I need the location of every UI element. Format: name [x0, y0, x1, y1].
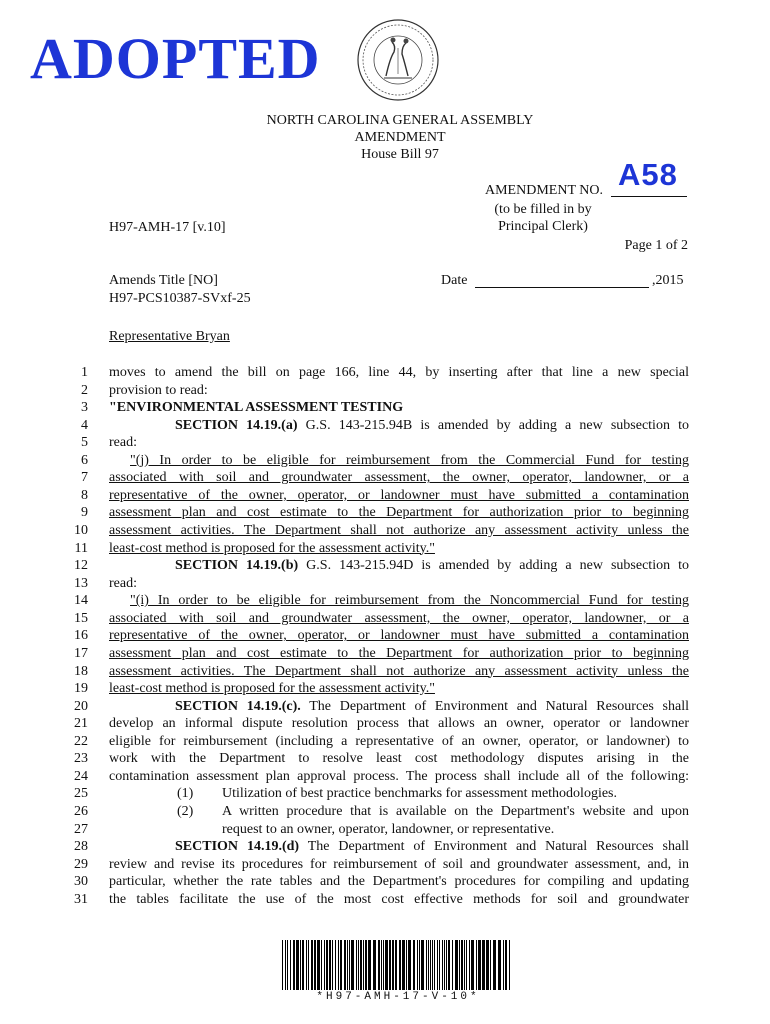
- body-line: [109, 575, 689, 592]
- line-number: 2: [81, 382, 88, 398]
- date-year: ,2015: [652, 273, 684, 288]
- body-line: [109, 627, 689, 644]
- barcode-bar: [478, 940, 481, 990]
- line-text: representative of the owner, operator, or landowner must have submitted a contamination: [109, 487, 689, 503]
- barcode-bar: [430, 940, 431, 990]
- barcode-bar: [340, 940, 342, 990]
- body-line: [109, 856, 689, 873]
- line-text: contamination assessment plan approval process. The process shall include all of the following:: [109, 768, 689, 784]
- line-number: 7: [81, 470, 88, 486]
- line-number: 10: [74, 523, 88, 539]
- barcode-bar: [306, 940, 307, 990]
- barcode-bar: [365, 940, 367, 990]
- barcode-bar: [321, 940, 322, 990]
- barcode-bar: [464, 940, 465, 990]
- pcs-code: H97-PCS10387-SVxf-25: [109, 291, 251, 306]
- body-line: [109, 399, 689, 416]
- barcode-bar: [503, 940, 504, 990]
- line-number: 11: [74, 540, 88, 556]
- body-line: [109, 715, 689, 732]
- barcode-bar: [368, 940, 371, 990]
- amendment-number: A58: [618, 157, 678, 192]
- line-number: 22: [74, 733, 88, 749]
- barcode-bar: [287, 940, 288, 990]
- line-number: 4: [81, 417, 88, 433]
- barcode-bar: [466, 940, 467, 990]
- body-line: [109, 382, 689, 399]
- line-number: 15: [74, 610, 88, 626]
- assembly-heading: NORTH CAROLINA GENERAL ASSEMBLY: [266, 113, 534, 128]
- barcode-bar: [444, 940, 445, 990]
- barcode-icon: [282, 940, 514, 990]
- barcode-bar: [378, 940, 380, 990]
- line-text: assessment plan and cost estimate to the Department for authorization prior to beginning: [109, 645, 689, 661]
- body-line: [109, 873, 689, 890]
- line-number: 30: [74, 874, 88, 890]
- line-text: particular, whether the rate tables and the Department's procedures for compiling and updating: [109, 874, 689, 890]
- line-text: The Department of Environment and Natural Resources shall: [300, 698, 689, 714]
- body-line: [175, 557, 689, 574]
- line-text: moves to amend the bill on page 166, line 44, by inserting after that line a new special: [109, 365, 689, 380]
- line-text: assessment activities. The Department shall not authorize any assessment activity unless the: [109, 523, 689, 539]
- body-line: [109, 487, 689, 504]
- body-line: [109, 891, 689, 908]
- line-text: "ENVIRONMENTAL ASSESSMENT TESTING: [109, 400, 404, 416]
- line-number: 17: [74, 645, 88, 661]
- line-number: 23: [74, 751, 88, 767]
- line-text: review and revise its procedures for reimbursement of soil and groundwater assessment, and, in: [109, 856, 689, 872]
- document-type: AMENDMENT: [354, 130, 446, 145]
- sponsor: Representative Bryan: [109, 329, 230, 344]
- line-text: assessment plan and cost estimate to the Department for authorization prior to beginning: [109, 505, 689, 521]
- barcode-bar: [469, 940, 470, 990]
- barcode-bar: [413, 940, 415, 990]
- barcode-bar: [446, 940, 447, 990]
- line-text: G.S. 143-215.94B is amended by adding a new subsection to: [297, 417, 689, 433]
- barcode-bar: [356, 940, 357, 990]
- barcode-bar: [402, 940, 405, 990]
- body-line: [109, 680, 689, 697]
- line-number: 16: [74, 628, 88, 644]
- section-heading: SECTION 14.19.(d): [175, 839, 300, 855]
- line-text: develop an informal dispute resolution process that allows an owner, operator or landowner: [109, 716, 689, 732]
- body-line: [109, 434, 689, 451]
- line-text: representative of the owner, operator, or landowner must have submitted a contamination: [109, 628, 689, 644]
- barcode-bar: [300, 940, 301, 990]
- line-text: least-cost method is proposed for the assessment activity.": [109, 681, 435, 697]
- line-text: "(j) In order to be eligible for reimbursement from the Commercial Fund for testing: [130, 452, 689, 468]
- line-number: 8: [81, 487, 88, 503]
- body-line: [109, 733, 689, 750]
- barcode-bar: [442, 940, 443, 990]
- barcode-bar: [282, 940, 283, 990]
- barcode-bar: [285, 940, 286, 990]
- barcode-bar: [395, 940, 397, 990]
- barcode-bar: [385, 940, 388, 990]
- body-line: [109, 610, 689, 627]
- barcode-bar: [399, 940, 401, 990]
- barcode-bar: [493, 940, 496, 990]
- adopted-stamp: ADOPTED: [30, 26, 321, 91]
- line-text: work with the Department to resolve least cost methodology disputes arising in the: [109, 751, 689, 767]
- date-label: Date: [441, 273, 468, 288]
- line-text: least-cost method is proposed for the assessment activity.": [109, 540, 435, 556]
- barcode-bar: [486, 940, 489, 990]
- barcode-bar: [476, 940, 477, 990]
- line-text: the tables facilitate the use of the most cost effective methods for soil and groundwater: [109, 891, 689, 907]
- line-number: 19: [74, 681, 88, 697]
- barcode-text: *H97-AMH-17-V-10*: [316, 991, 480, 1003]
- body-line: [109, 750, 689, 767]
- line-text: read:: [109, 435, 137, 451]
- barcode-bar: [439, 940, 440, 990]
- body-line: [109, 768, 689, 785]
- barcode-bar: [509, 940, 510, 990]
- line-number: 3: [81, 400, 88, 416]
- barcode-bar: [428, 940, 429, 990]
- barcode-bar: [426, 940, 427, 990]
- barcode-bar: [459, 940, 460, 990]
- barcode-bar: [326, 940, 328, 990]
- state-seal-icon: [356, 18, 440, 102]
- line-text: assessment activities. The Department shall not authorize any assessment activity unless the: [109, 663, 689, 679]
- line-number: 29: [74, 856, 88, 872]
- barcode-bar: [296, 940, 299, 990]
- amendment-code: H97-AMH-17 [v.10]: [109, 220, 226, 235]
- barcode-bar: [408, 940, 411, 990]
- line-number: 31: [74, 891, 88, 907]
- barcode-bar: [324, 940, 325, 990]
- barcode-bar: [498, 940, 501, 990]
- barcode-bar: [363, 940, 364, 990]
- fill-note-2: Principal Clerk): [498, 219, 588, 234]
- barcode-bar: [434, 940, 435, 990]
- body-line: [109, 469, 689, 486]
- line-number: 13: [74, 575, 88, 591]
- barcode-bar: [332, 940, 333, 990]
- barcode-bar: [381, 940, 382, 990]
- line-text: eligible for reimbursement (including a representative of an owner, operator, or landowner) to: [109, 733, 689, 749]
- barcode-bar: [389, 940, 391, 990]
- body-line: [175, 838, 689, 855]
- line-number: 28: [74, 839, 88, 855]
- barcode-bar: [437, 940, 438, 990]
- barcode-bar: [338, 940, 339, 990]
- amendment-number-label: AMENDMENT NO. A58: [485, 157, 678, 198]
- body-line: [175, 417, 689, 434]
- line-number: 18: [74, 663, 88, 679]
- barcode-bar: [311, 940, 313, 990]
- barcode-bar: [455, 940, 458, 990]
- body-line: [175, 698, 689, 715]
- line-number: 27: [74, 821, 88, 837]
- fill-note-1: (to be filled in by: [494, 202, 592, 217]
- body-line: [109, 645, 689, 662]
- section-heading: SECTION 14.19.(c).: [175, 698, 301, 714]
- barcode-bar: [358, 940, 359, 990]
- line-number: 26: [74, 804, 88, 819]
- list-item-text: A written procedure that is available on the Department's website and upon: [222, 804, 689, 819]
- body-line: [109, 522, 689, 539]
- barcode-bar: [448, 940, 450, 990]
- barcode-bar: [406, 940, 407, 990]
- body-line: [109, 504, 689, 521]
- body-line: [130, 592, 689, 609]
- line-number: 21: [74, 716, 88, 732]
- line-number: 9: [81, 505, 88, 521]
- line-number: 1: [81, 365, 88, 380]
- barcode-bar: [314, 940, 316, 990]
- line-number: 24: [74, 768, 88, 784]
- bill-number: House Bill 97: [361, 147, 439, 162]
- barcode-bar: [344, 940, 346, 990]
- barcode-bar: [432, 940, 433, 990]
- barcode-bar: [490, 940, 491, 990]
- body-line: [109, 540, 689, 557]
- barcode-bar: [461, 940, 463, 990]
- body-line: [109, 663, 689, 680]
- section-heading: SECTION 14.19.(a): [175, 417, 298, 433]
- date-field-line: [475, 287, 649, 288]
- barcode-bar: [392, 940, 394, 990]
- barcode-bar: [419, 940, 420, 990]
- section-heading: SECTION 14.19.(b): [175, 558, 299, 574]
- barcode-bar: [293, 940, 295, 990]
- body-line: [130, 452, 689, 469]
- barcode-bar: [317, 940, 320, 990]
- barcode-bar: [347, 940, 348, 990]
- barcode-bar: [482, 940, 485, 990]
- line-text: "(i) In order to be eligible for reimbursement from the Noncommercial Fund for testing: [130, 593, 689, 609]
- barcode-bar: [417, 940, 418, 990]
- barcode-bar: [452, 940, 453, 990]
- line-number: 14: [74, 593, 88, 609]
- line-text: associated with soil and groundwater assessment, the owner, operator, landowner, or a: [109, 610, 689, 626]
- barcode-bar: [383, 940, 384, 990]
- line-number: 25: [74, 786, 88, 802]
- line-number: 6: [81, 452, 88, 468]
- line-number: 12: [74, 558, 88, 574]
- list-number: (2): [177, 804, 194, 819]
- barcode-bar: [335, 940, 336, 990]
- body-line: [109, 364, 689, 381]
- page-indicator: Page 1 of 2: [624, 238, 688, 253]
- list-item-text: Utilization of best practice benchmarks for assessment methodologies.: [222, 786, 618, 802]
- barcode-bar: [290, 940, 291, 990]
- barcode-bar: [302, 940, 304, 990]
- line-text: G.S. 143-215.94D is amended by adding a new subsection to: [298, 558, 689, 574]
- barcode-bar: [308, 940, 309, 990]
- barcode-bar: [360, 940, 362, 990]
- barcode-bar: [351, 940, 354, 990]
- barcode-bar: [505, 940, 507, 990]
- line-text: The Department of Environment and Natural Resources shall: [299, 839, 689, 855]
- barcode-bar: [421, 940, 424, 990]
- line-number: 20: [74, 698, 88, 714]
- amendment-number-line: [611, 196, 687, 197]
- list-number: (1): [177, 786, 194, 802]
- line-number: 5: [81, 435, 88, 451]
- barcode-bar: [349, 940, 350, 990]
- barcode-bar: [329, 940, 331, 990]
- barcode-bar: [373, 940, 376, 990]
- amends-title: Amends Title [NO]: [109, 273, 218, 288]
- line-text: associated with soil and groundwater assessment, the owner, operator, landowner, or a: [109, 470, 689, 486]
- body-line: [222, 821, 689, 838]
- line-text: request to an owner, operator, landowner, or representative.: [222, 821, 555, 837]
- line-text: read:: [109, 575, 137, 591]
- barcode-bar: [471, 940, 474, 990]
- line-text: provision to read:: [109, 382, 208, 398]
